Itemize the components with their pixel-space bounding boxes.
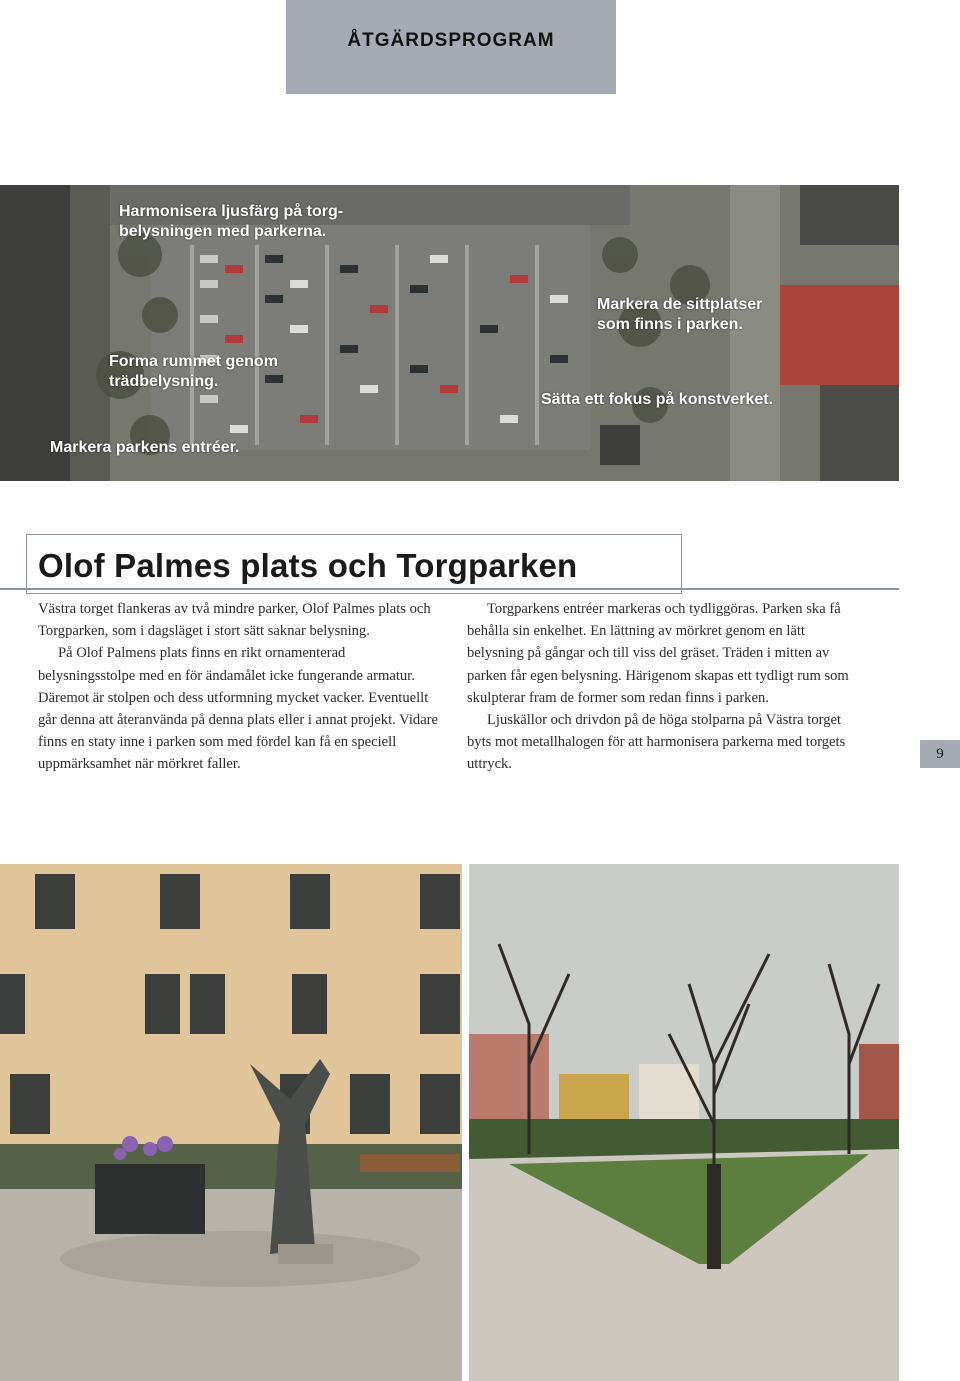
left-column	[38, 598, 440, 776]
section-header-tab	[286, 0, 616, 94]
photo-sculpture	[0, 864, 462, 1381]
page-number	[920, 740, 960, 768]
title-divider	[0, 588, 899, 590]
label-mark-seats: Markera de sittplatser som finns i parken.	[597, 296, 763, 333]
photo-sculpture-image	[0, 864, 462, 1381]
right-column	[467, 598, 865, 776]
right-paragraph-1: Torgparkens entréer markeras och tydliggöras. Parken ska få behålla sin enkelhet. En lättning av mörkret genom en lätt belysning på gångar och till viss del gräset. Träden i mitten av parken får egen belysning. Härigenom skapas ett tydligt rum som skulpterar fram de former som redan finns i parken.	[467, 601, 849, 706]
left-paragraph-2: På Olof Palmens plats finns en rikt ornamenterad belysningsstolpe med en för ändamålet icke fungerande armatur. Däremot är stolpen och dess utformning mycket vacker. Eventuellt går denna att återanvända på denna plats eller i annat projekt. Vidare finns en staty inne i parken som med fördel kan få en speciell uppmärksamhet när mörkret faller.	[38, 645, 439, 773]
page-number-text: 9	[936, 745, 944, 762]
photo-torgparken-image	[469, 864, 899, 1381]
label-mark-entrances: Markera parkens entréer.	[50, 439, 240, 456]
photo-torgparken	[469, 864, 899, 1381]
right-paragraph-2: Ljuskällor och drivdon på de höga stolparna på Västra torget byts mot metallhalogen för att harmonisera parkerna med torgets uttryck.	[467, 712, 846, 773]
aerial-photo	[0, 185, 899, 481]
label-harmonize-light: Harmonisera ljusfärg på torg- belysningen med parkerna.	[119, 203, 344, 240]
label-form-room: Forma rummet genom trädbelysning.	[109, 353, 278, 390]
section-title: ÅTGÄRDSPROGRAM	[347, 30, 555, 51]
label-focus-artwork: Sätta ett fokus på konstverket.	[541, 391, 774, 408]
page-title: Olof Palmes plats och Torgparken	[38, 547, 578, 584]
left-paragraph-1: Västra torget flankeras av två mindre parker, Olof Palmes plats och Torgparken, som i dagsläget i stort sätt saknar belysning.	[38, 601, 431, 640]
